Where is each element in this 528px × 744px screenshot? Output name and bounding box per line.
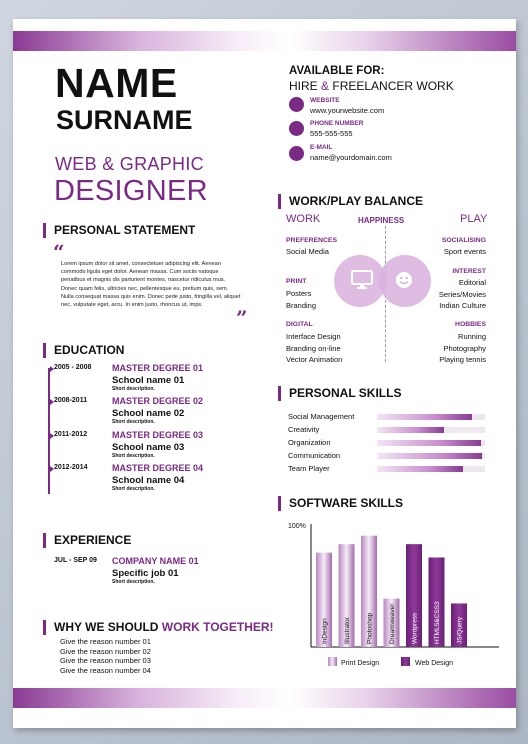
chart-bar-label: Wordpress [411,612,419,644]
education-school: School name 04 [112,475,185,486]
experience-company: COMPANY NAME 01 [112,556,199,566]
education-years: 2011-2012 [54,431,88,438]
why-title-part2: WORK TOGETHER! [161,620,274,634]
education-degree: MASTER DEGREE 02 [112,396,204,406]
available-part1: HIRE [289,79,322,93]
statement-text: Lorem ipsum dolor sit amet, consectetuer adipiscing elit. Aenean commodo ligula eget dolor. Aenean massa. Cum sociis natoque penatibus et magnis dis parturient montes, nascetur ridiculus mus. Donec quam felis, ultricies nec, pellentesque eu, pretium quis, sem. Nulla consequat massa quis enim. Donec pede justo, fringilla vel, aliquet nec, vulputate eget, arcu. In enim justo, rhoncus ut, imps. [61,261,241,309]
happiness-label: HAPPINESS [358,216,405,225]
globe-icon [289,97,304,112]
education-school: School name 01 [112,375,185,386]
preferences-label: PREFERENCES [286,237,337,244]
skill-name: Social Management [288,412,355,421]
name-heading: NAME [55,60,178,106]
education-years: 2005 - 2008 [54,364,92,371]
contact-value: 555-555-555 [310,129,353,138]
skill-name: Creativity [288,425,320,434]
interest-item: Editorial [458,278,486,287]
available-title: AVAILABLE FOR: [289,65,385,77]
skill-bar [377,453,485,459]
education-degree: MASTER DEGREE 01 [112,363,204,373]
digital-item: Interface Design [286,332,341,341]
contact-label: E-MAIL [310,144,333,151]
close-quote-icon: ” [236,306,248,330]
education-desc: Short description. [112,419,155,425]
digital-item: Vector Animation [286,355,343,364]
legend-web-swatch [401,657,410,666]
personal-skills-heading: PERSONAL SKILLS [278,386,401,401]
education-desc: Short description. [112,386,155,392]
skill-bar [377,440,485,446]
resume-sheet [13,19,516,728]
interest-label: INTEREST [452,268,486,275]
contact-label: PHONE NUMBER [310,120,364,127]
bars-group [316,536,467,647]
skill-bar-fill [377,427,444,433]
socialising-item: Sport events [443,247,486,256]
reason-item: Give the reason number 03 [60,656,151,666]
hobbies-item: Playing tennis [439,355,486,364]
hobbies-item: Photography [443,344,486,353]
skill-bar-fill [377,414,472,420]
role-line-1: WEB & GRAPHIC [55,154,204,174]
contact-label: WEBSITE [310,97,340,104]
legend-print-swatch [328,657,337,666]
chart-bar-label: JS/Query [456,616,464,644]
chart-bar-label: HTML5&CSS3 [434,601,441,644]
chart-bar-label: Photoshop [366,612,374,644]
reason-item: Give the reason number 01 [60,637,151,646]
skill-bar [377,427,485,433]
education-school: School name 02 [112,408,185,419]
phone-icon [289,121,304,136]
experience-job: Specific job 01 [112,568,179,579]
print-item: Branding [286,301,317,310]
hobbies-item: Running [458,332,486,341]
why-heading [43,620,274,635]
top-decor-band [13,31,516,51]
skill-name: Organization [288,438,331,447]
skill-bar-fill [377,440,481,446]
experience-dates: JUL - SEP 09 [54,557,97,564]
available-line [289,79,454,93]
balance-heading: WORK/PLAY BALANCE [278,194,423,209]
chart-bar-label: Dreamweaver [389,603,396,644]
why-title-part1: WHY WE SHOULD [54,620,162,634]
hobbies-label: HOBBIES [455,321,486,328]
education-years: 2008-2011 [54,397,88,404]
mail-icon [289,146,304,161]
education-timeline [48,368,50,494]
skill-name: Communication [288,451,341,460]
skill-bar [377,466,485,472]
interest-item: Indian Culture [439,301,486,310]
skill-bar-fill [377,453,482,459]
surname-heading: SURNAME [56,105,193,135]
education-desc: Short description. [112,486,155,492]
digital-label: DIGITAL [286,321,313,328]
reasons-list [60,637,151,675]
software-skills-chart [278,516,508,676]
legend-print-label: Print Design [341,660,380,667]
monitor-icon [351,270,373,290]
digital-item: Branding on-line [286,344,341,353]
open-quote-icon: “ [53,240,65,264]
education-degree: MASTER DEGREE 03 [112,430,204,440]
education-degree: MASTER DEGREE 04 [112,463,204,473]
chart-bar-label: InDesign [321,618,329,644]
contact-value: www.yourwebsite.com [310,106,385,115]
preferences-item: Social Media [286,247,329,256]
education-heading: EDUCATION [43,343,124,358]
statement-heading: PERSONAL STATEMENT [43,223,195,238]
work-label: WORK [286,213,321,225]
available-amp: & [321,79,330,93]
software-skills-heading: SOFTWARE SKILLS [278,496,403,511]
contact-value: name@yourdomain.com [310,153,392,162]
socialising-label: SOCIALISING [441,237,486,244]
skill-bar-fill [377,466,463,472]
chart-bar-label: Illustrator [344,617,351,644]
skill-name: Team Player [288,464,330,473]
reason-item: Give the reason number 02 [60,646,151,656]
print-label: PRINT [286,278,307,285]
education-desc: Short description. [112,453,155,459]
print-item: Posters [286,289,312,298]
available-part2: FREELANCER WORK [329,79,454,93]
experience-heading: EXPERIENCE [43,533,131,548]
y-tick-label: 100% [288,523,306,530]
role-line-2: DESIGNER [54,175,208,207]
bottom-decor-band [13,688,516,708]
education-school: School name 03 [112,442,185,453]
legend-web-label: Web Design [415,660,454,667]
reason-item: Give the reason number 04 [60,665,151,675]
interest-item: Series/Movies [438,290,486,299]
skill-bar [377,414,485,420]
experience-desc: Short description. [112,579,155,585]
education-years: 2012-2014 [54,464,88,471]
play-label: PLAY [460,213,488,225]
